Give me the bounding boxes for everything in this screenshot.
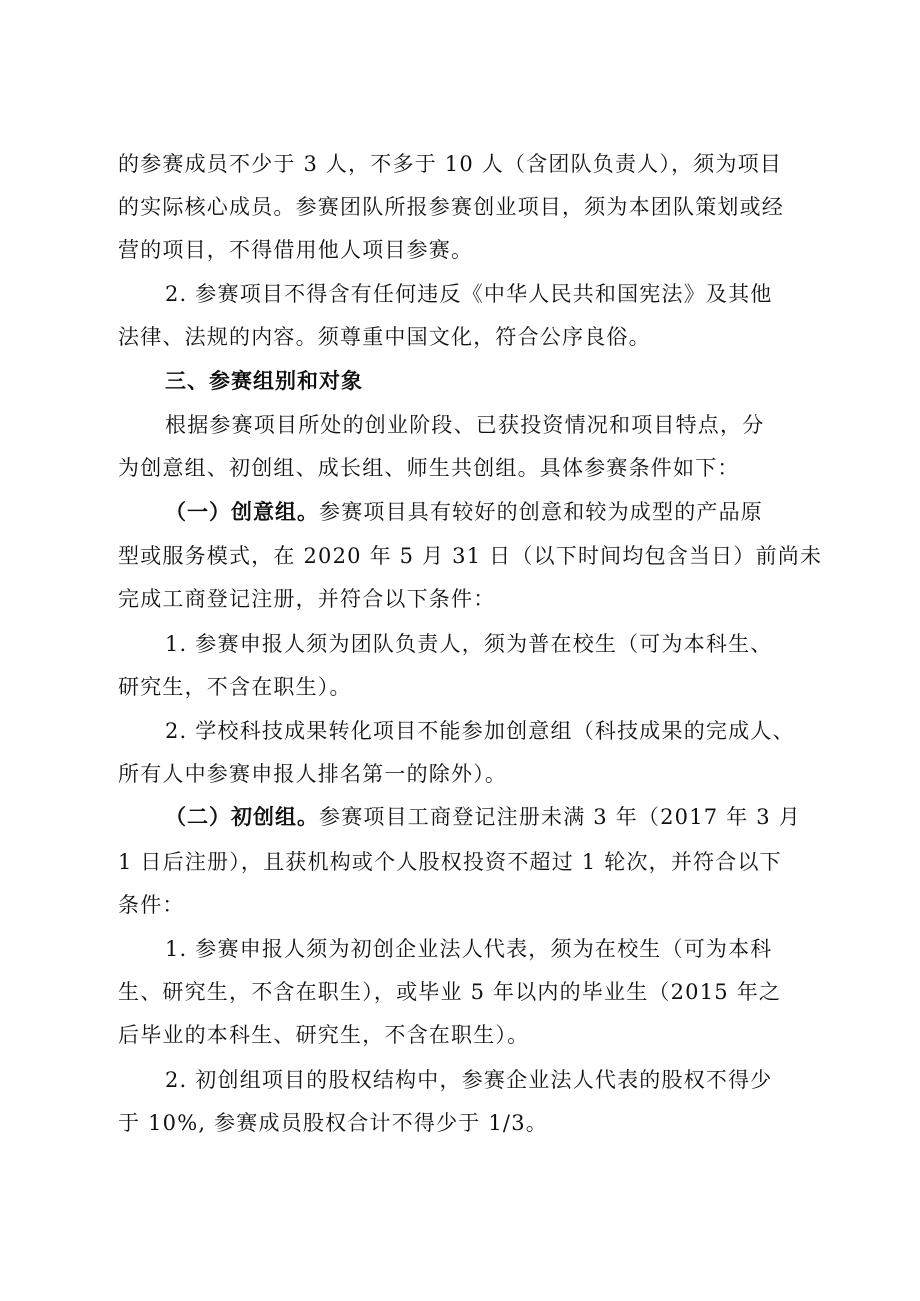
subsection-title: （二）初创组。 xyxy=(165,805,319,829)
paragraph-line: 1. 参赛申报人须为团队负责人，须为普在校生（可为本科生、 xyxy=(165,632,773,656)
paragraph-line: 的参赛成员不少于 3 人，不多于 10 人（含团队负责人），须为项目 xyxy=(118,152,783,176)
paragraph-line: 型或服务模式，在 2020 年 5 月 31 日（以下时间均包含当日）前尚未 xyxy=(118,544,823,568)
paragraph-line: 于 10%, 参赛成员股权合计不得少于 1/3。 xyxy=(118,1111,548,1135)
paragraph-line: 1. 参赛申报人须为初创企业法人代表，须为在校生（可为本科 xyxy=(165,937,773,961)
paragraph-line: 研究生，不含在职生）。 xyxy=(118,675,352,699)
paragraph-line: 生、研究生，不含在职生），或毕业 5 年以内的毕业生（2015 年之 xyxy=(118,980,782,1004)
paragraph-line: 法律、法规的内容。须尊重中国文化，符合公序良俗。 xyxy=(118,325,651,349)
paragraph-line: 根据参赛项目所处的创业阶段、已获投资情况和项目特点，分 xyxy=(165,413,765,437)
paragraph-text: 参赛项目工商登记注册未满 3 年（2017 年 3 月 xyxy=(319,805,801,829)
paragraph-line: 的实际核心成员。参赛团队所报参赛创业项目，须为本团队策划或经 xyxy=(118,195,784,219)
paragraph-line: 2. 初创组项目的股权结构中，参赛企业法人代表的股权不得少 xyxy=(165,1068,773,1092)
paragraph-line: 为创意组、初创组、成长组、师生共创组。具体参赛条件如下： xyxy=(118,456,740,480)
subsection-title: （一）创意组。 xyxy=(165,500,319,524)
paragraph-line: 完成工商登记注册，并符合以下条件： xyxy=(118,587,496,611)
paragraph-line: 营的项目，不得借用他人项目参赛。 xyxy=(118,238,474,262)
paragraph-line: 所有人中参赛申报人排名第一的除外）。 xyxy=(118,762,508,786)
subsection-line xyxy=(165,803,801,831)
paragraph-text: 参赛项目具有较好的创意和较为成型的产品原 xyxy=(319,500,763,524)
paragraph-line: 1 日后注册），且获机构或个人股权投资不超过 1 轮次，并符合以下 xyxy=(118,850,782,874)
paragraph-line: 2. 参赛项目不得含有任何违反《中华人民共和国宪法》及其他 xyxy=(165,282,773,306)
paragraph-line: 条件： xyxy=(118,893,185,917)
subsection-line xyxy=(165,498,763,526)
section-heading: 三、参赛组别和对象 xyxy=(165,369,363,393)
paragraph-line: 2. 学校科技成果转化项目不能参加创意组（科技成果的完成人、 xyxy=(165,719,795,743)
paragraph-line: 后毕业的本科生、研究生，不含在职生）。 xyxy=(118,1023,530,1047)
